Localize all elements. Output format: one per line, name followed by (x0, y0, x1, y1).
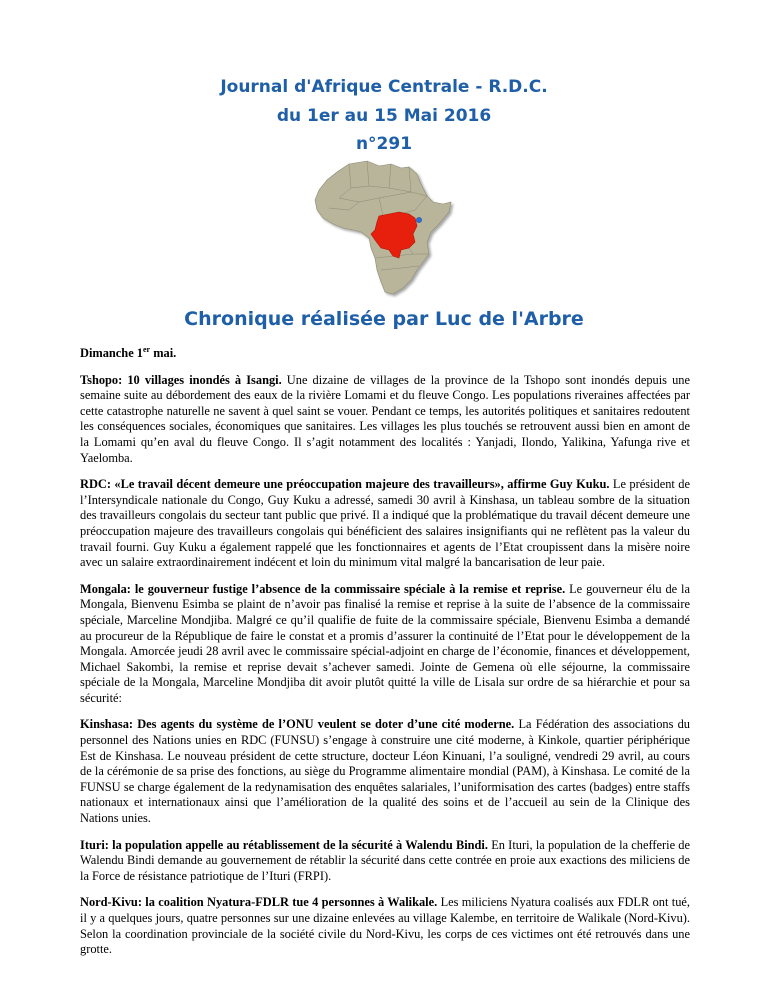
africa-map-icon (309, 158, 457, 300)
journal-issue: n°291 (355, 134, 413, 154)
article-headline: RDC: «Le travail décent demeure une préoccupation majeure des travailleurs», affirme Guy Kuku. (80, 477, 610, 492)
article-paragraph (80, 838, 690, 885)
day-heading: Dimanche 1er mai. (80, 344, 177, 360)
article-headline: Kinshasa: Des agents du système de l’ONU veulent se doter d’une cité moderne. (80, 717, 515, 732)
article-paragraph (80, 582, 690, 707)
article-headline: Nord-Kivu: la coalition Nyatura-FDLR tue 4 personnes à Walikale. (80, 895, 438, 910)
journal-dates: du 1er au 15 Mai 2016 (276, 106, 492, 126)
article-text: Le gouverneur élu de la Mongala, Bienvenu Esimba se plaint de n’avoir pas finalisé la remise et reprise à la suite de l’absence de la commissaire spéciale, Marceline Mondjiba. Malgré ce qu’il qualifie de fuite de la commissaire spéciale, Bienvenu Esimba a demandé au procureur de la République de faire le constat et a promis d’assurer la continuité de l’Etat pour le développement de la Mongala. Amorcée jeudi 28 avril avec le commissaire spécial-adjoint en charge de l’économie, finances et développement, Michael Sakombi, la remise et reprise devait s’achever samedi. Jointe de Gemena où elle séjourne, la commissaire spéciale de la Mongala, Marceline Mondjiba dit avoir plutôt quitté la ville de Lisala sur ordre de sa hiérarchie et pour sa sécurité: (80, 581, 690, 705)
article-headline: Mongala: le gouverneur fustige l’absence de la commissaire spéciale à la remise et reprise. (80, 581, 566, 596)
article-text: Une dizaine de villages de la province de la Tshopo sont inondés depuis une semaine suite au débordement des eaux de la rivière Lomami et du fleuve Congo. Les populations riveraines affectées par cette catastrophe naturelle ne savent à quel saint se vouer. Pendant ce temps, les autorités politiques et sanitaires redoutent les conséquences sociales, économiques que sanitaires. Les villages les plus touchés se retrouvent aussi bien en amont de la Lomami qu’en aval du fleuve Congo. Il s’agit notamment des localités : Yanjadi, Ilondo, Yalikina, Yafunga rive et Yaelomba. (80, 372, 690, 465)
article-text: La Fédération des associations du personnel des Nations unies en RDC (FUNSU) s’engage à construire une cité moderne, à Kinkole, quartier périphérique Est de Kinshasa. Le nouveau président de cette structure, docteur Léon Kinuani, l’a souligné, vendredi 29 avril, au cours de la cérémonie de sa prise des fonctions, au siège du Programme alimentaire mondial (PAM), à Kinshasa. Le comité de la FUNSU se charge également de la redynamisation des enquêtes salariales, l’uniformisation des cartes (badges) entre staffs nationaux et internationaux ainsi que l’amélioration de la qualité des soins et de l’accueil au sein de la Clinique des Nations unies. (80, 717, 690, 826)
article-text: Les miliciens Nyatura coalisés aux FDLR ont tué, il y a quelques jours, quatre personnes sur une dizaine enlevées au village Kalembe, en territoire de Walikale (Nord-Kivu). Selon la coordination provinciale de la société civile du Nord-Kivu, les corps de ces victimes ont été retrouvés dans une grotte. (80, 895, 690, 957)
location-marker (416, 217, 421, 222)
journal-title: Journal d'Afrique Centrale - R.D.C. (220, 77, 548, 97)
article-text: Le président de l’Intersyndicale nationale du Congo, Guy Kuku a adressé, samedi 30 avril à Kinshasa, un tableau sombre de la situation des travailleurs congolais du secteur tant public que privé. Il a indiqué que la problématique du travail décent demeure une préoccupation majeure des travailleurs congolais qui bénéficient des salaires insignifiants qui ne reflètent pas la valeur du travail fourni. Guy Kuku a également rappelé que les fonctionnaires et agents de l’Etat croupissent dans la misère noire avec un salaire extraordinairement indécent et loin du minimum vital malgré la bancarisation de leur paie. (80, 477, 690, 570)
article-paragraph (80, 373, 690, 467)
article-text: En Ituri, la population de la chefferie de Walendu Bindi demande au gouvernement de rétablir la sécurité dans cette contrée en proie aux exactions des miliciens de la Force de résistance patriotique de l’Ituri (FRPI). (80, 837, 690, 883)
chronicle-byline: Chronique réalisée par Luc de l'Arbre (184, 308, 584, 330)
article-headline: Tshopo: 10 villages inondés à Isangi. (80, 372, 282, 387)
article-paragraph (80, 477, 690, 571)
article-body (80, 346, 690, 969)
article-paragraph (80, 895, 690, 957)
article-headline: Ituri: la population appelle au rétablissement de la sécurité à Walendu Bindi. (80, 837, 488, 852)
article-paragraph (80, 717, 690, 826)
